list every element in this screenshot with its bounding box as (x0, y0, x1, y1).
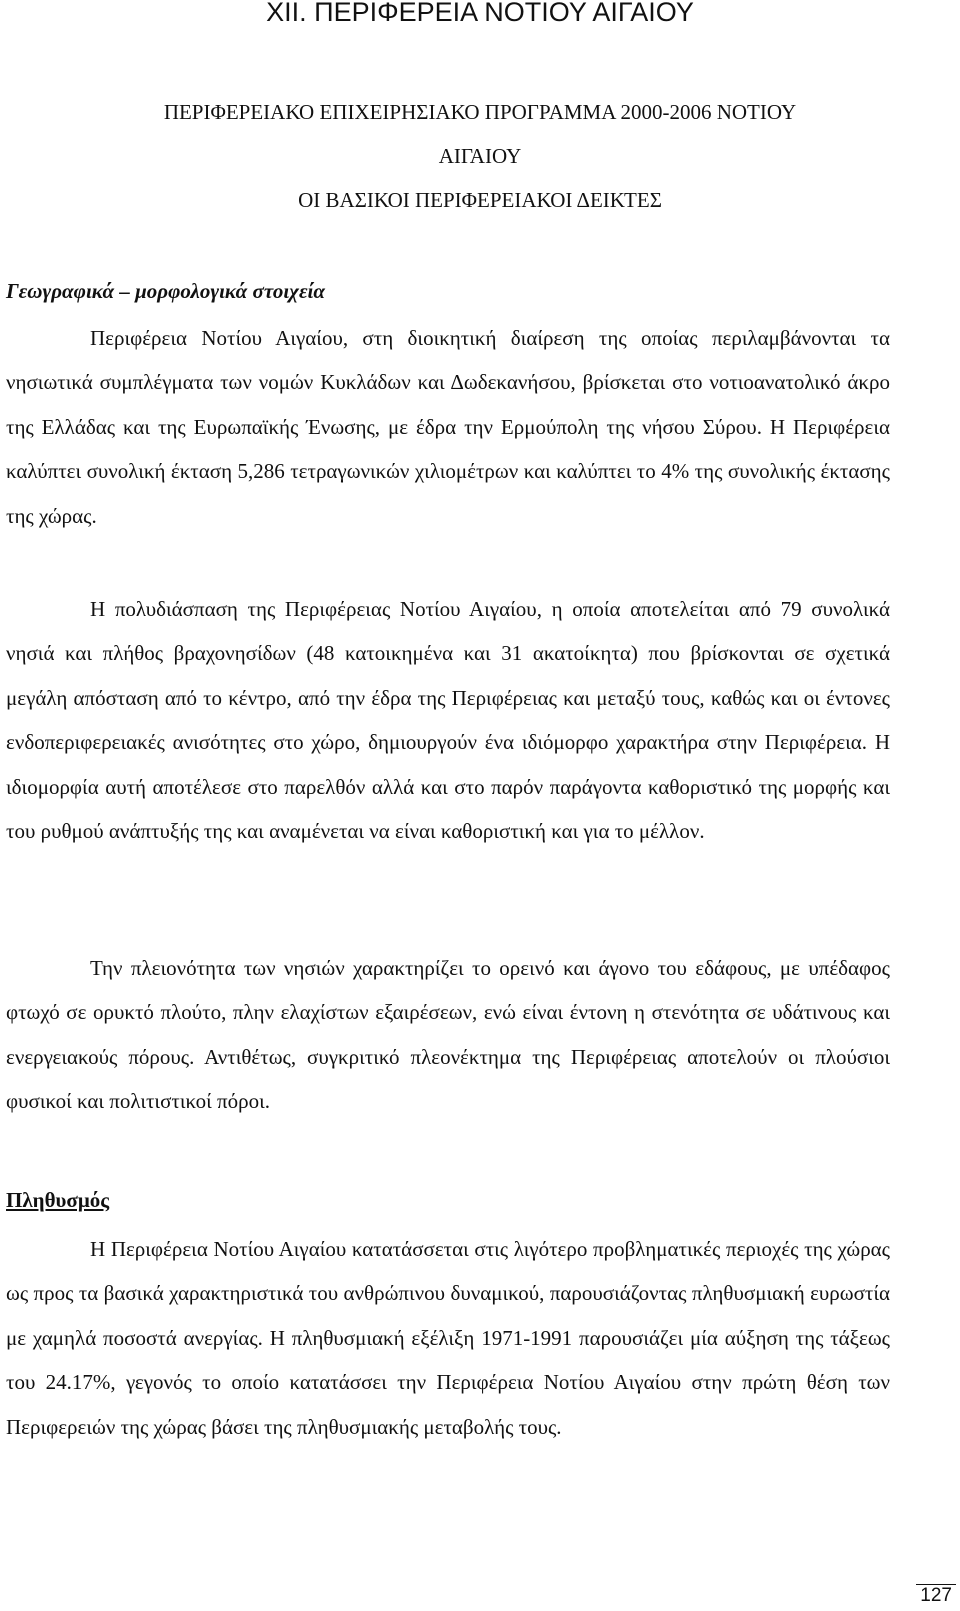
chapter-title: XII. ΠΕΡΙΦΕΡΕΙΑ ΝΟΤΙΟΥ ΑΙΓΑΙΟΥ (266, 0, 694, 27)
geography-heading: Γεωγραφικά – μορφολογικά στοιχεία (6, 279, 326, 303)
page-number: 127 (916, 1584, 956, 1607)
program-title-line-3: ΟΙ ΒΑΣΙΚΟΙ ΠΕΡΙΦΕΡΕΙΑΚΟΙ ΔΕΙΚΤΕΣ (298, 188, 662, 212)
program-title-line-1: ΠΕΡΙΦΕΡΕΙΑΚΟ ΕΠΙΧΕΙΡΗΣΙΑΚΟ ΠΡΟΓΡΑΜΜΑ 2000-2006 ΝΟΤΙΟΥ (163, 100, 797, 124)
geography-paragraph-3: Την πλειονότητα των νησιών χαρακτηρίζει το ορεινό και άγονο του εδάφους, με υπέδαφος φτωχό σε ορυκτό πλούτο, πλην ελαχίστων εξαιρέσεων, ενώ είναι έντονη η στενότητα σε υδάτινους και ενεργειακούς πόρους. Αντιθέτως, συγκριτικό πλεονέκτημα της Περιφέρειας αποτελούν οι πλούσιοι φυσικοί και πολιτιστικοί πόροι. (6, 956, 890, 1114)
population-paragraph-1: Η Περιφέρεια Νοτίου Αιγαίου κατατάσσεται στις λιγότερο προβληματικές περιοχές της χώρας ως προς τα βασικά χαρακτηριστικά του ανθρώπινου δυναμικού, παρουσιάζοντας πληθυσμιακή ευρωστία με χαμηλά ποσοστά ανεργίας. Η πληθυσμιακή εξέλιξη 1971-1991 παρουσιάζει μία αύξηση της τάξεως του 24.17%, γεγονός το οποίο κατατάσσει την Περιφέρεια Νοτίου Αιγαίου στην πρώτη θέση των Περιφερειών της χώρας βάσει της πληθυσμιακής μεταβολής τους. (6, 1237, 890, 1439)
geography-paragraph-2: Η πολυδιάσπαση της Περιφέρειας Νοτίου Αιγαίου, η οποία αποτελείται από 79 συνολικά νησιά και πλήθος βραχονησίδων (48 κατοικημένα και 31 ακατοίκητα) που βρίσκονται σε σχετικά μεγάλη απόσταση από το κέντρο, από την έδρα της Περιφέρειας και μεταξύ τους, καθώς και οι έντονες ενδοπεριφερειακές ανισότητες στο χώρο, δημιουργούν ένα ιδιόμορφο χαρακτήρα στην Περιφέρεια. Η ιδιομορφία αυτή αποτέλεσε στο παρελθόν αλλά και στο παρόν παράγοντα καθοριστικό της μορφής και του ρυθμού ανάπτυξής της και αναμένεται να είναι καθοριστική και για το μέλλον. (6, 597, 890, 844)
geography-paragraph-1: Περιφέρεια Νοτίου Αιγαίου, στη διοικητική διαίρεση της οποίας περιλαμβάνονται τα νησιωτικά συμπλέγματα των νομών Κυκλάδων και Δωδεκανήσου, βρίσκεται στο νοτιοανατολικό άκρο της Ελλάδας και της Ευρωπαϊκής Ένωσης, με έδρα την Ερμούπολη της νήσου Σύρου. Η Περιφέρεια καλύπτει συνολική έκταση 5,286 τετραγωνικών χιλιομέτρων και καλύπτει το 4% της συνολικής έκτασης της χώρας. (6, 326, 890, 528)
program-title (0, 90, 960, 222)
population-heading: Πληθυσμός (6, 1188, 110, 1212)
program-title-line-2: ΑΙΓΑΙΟΥ (438, 144, 522, 168)
